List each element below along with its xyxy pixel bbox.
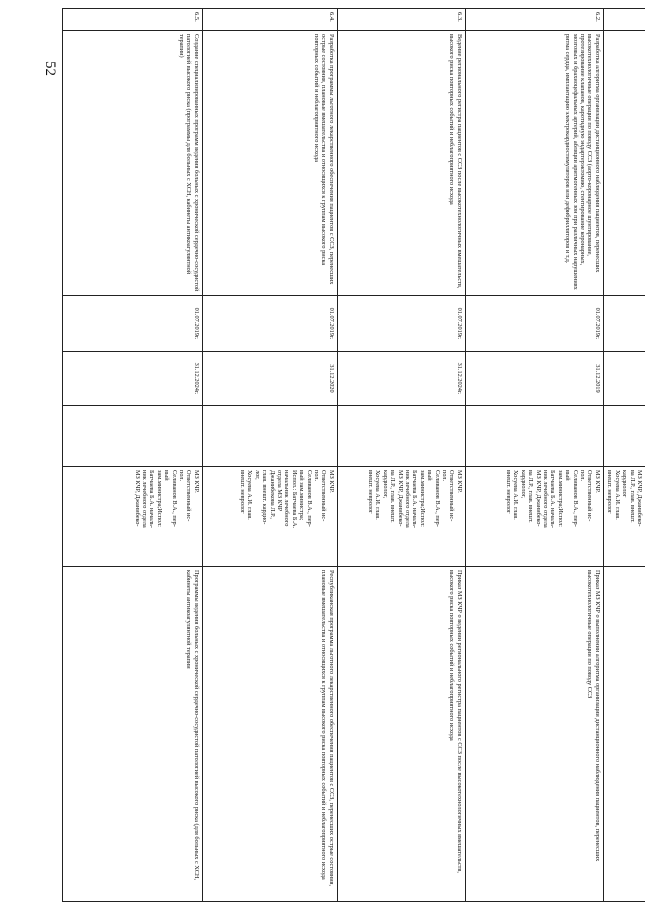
responsible-line: МЗ КЧР, Джанибеко- (396, 470, 404, 527)
responsible-line: вый (564, 470, 572, 481)
responsible-line: ник лечебного отдела (403, 470, 411, 528)
row-number: 6.4. (202, 9, 337, 31)
responsible-line: Ответственный ис- (320, 470, 328, 522)
end-date: 31.12.2020 (202, 352, 337, 406)
responsible-line: внешт. невролог (366, 470, 374, 514)
start-date: 01.07.2019г. (62, 296, 202, 352)
activity-text: Создание специализированных программ ведения больных с хронической сердечно-сосудистой патологией высокого риска (программы для больных с ХСН, кабинеты антикоагулянтной терапии) (62, 31, 202, 296)
responsible-line: Хосуева А.И. глав. (613, 470, 621, 520)
responsible-line: пол. (441, 470, 449, 482)
responsible-line: Джанибекова Л.Р., (268, 470, 276, 519)
table-row (202, 9, 337, 902)
responsible-line: Хосуева А.И. глав. (374, 470, 382, 520)
activity-text: Разработка алгоритма организации дистанционного наблюдения пациентов, перенесших высокотехнологичные операции по поводу ССЗ (аорто-коронарное шунтирование, протезирование клапанов, каротидную эндартерэктомию, стентирование коронарных, мозговых и брахиоцефальных артерий, абляции аритмогенных зон при различных нарушениях ритма сердца, имплантацию электрокардиостимуляторов или дефибрилляторов и т.д. (465, 31, 603, 296)
result-text: Программы ведения больных с хронической сердечно-сосудистой патологией высокого риска (для больных с ХСН, кабинеты антикоагулянтной терапии (62, 567, 202, 902)
responsible-cell (603, 467, 645, 567)
responsible-line: ва Л.Р., глав. внешт. (628, 470, 636, 523)
result-text: Республиканская программа льготного лекарственного обеспечения пациентов с ССЗ, перенесших острые состояния, плановые вмешательства и относящихся к группам высокого риска повторных событий и неблагоприятного исхода (202, 567, 337, 902)
responsible-line: ник лечебного отдела (140, 470, 148, 528)
responsible-line: Ответственный ис- (448, 470, 456, 522)
responsible-cell (62, 467, 202, 567)
responsible-line: ник лечебного отдела (541, 470, 549, 528)
row-number: 6.2. (465, 9, 603, 31)
responsible-line: МЗ КЧР, Джанибеко- (534, 470, 542, 527)
responsible-line: вый зам.министра; (298, 470, 306, 521)
responsible-line: Хосуева А.И. глав. (512, 470, 520, 520)
table-row (465, 9, 603, 902)
responsible-cell (465, 467, 603, 567)
blank-cell (202, 406, 337, 467)
blank-cell (337, 406, 465, 467)
row-number: 6.5. (62, 9, 202, 31)
responsible-line: кардиолог, (381, 470, 389, 499)
end-date: 31.12.2019 (465, 352, 603, 406)
responsible-line: лог, (253, 470, 261, 480)
responsible-line: отдела МЗ КЧР (275, 470, 283, 512)
result-text: Приказ МЗ КЧР о выполнении алгоритма организации дистанционного наблюдения пациентов, перенесших высокотехнологичные операции по поводу ССЗ (465, 567, 603, 902)
responsible-line: внешт. невролог (238, 470, 246, 514)
responsible-line: вый (426, 470, 434, 481)
responsible-line: Батчаева Б.А. началь- (411, 470, 419, 528)
responsible-line: начальник лечебного (283, 470, 291, 527)
page-number: 52 (42, 61, 58, 76)
responsible-line: зам.министра;Испол: (155, 470, 163, 527)
responsible-line: Батчаева Б.А. началь- (148, 470, 156, 528)
responsible-line: МЗ КЧР. (327, 470, 335, 493)
responsible-line: внешт. невролог (504, 470, 512, 514)
responsible-line: кардиолог, (519, 470, 527, 499)
start-date: 01.07.2019г. (202, 296, 337, 352)
responsible-line: Хосуева А.И. глав. (246, 470, 254, 520)
result-text: Приказ МЗ КЧР о ведении регионального регистра пациентов с ССЗ после высокотехнологичных вмешательств, высокого риска повторных событий и неблагоприятного исхода (337, 567, 465, 902)
responsible-line: МЗ КЧР. (455, 470, 463, 493)
responsible-line: МЗ КЧР, Джанибеко- (636, 470, 643, 527)
responsible-line: кардиолог (621, 470, 629, 498)
responsible-line: Селиванов В.А., пер- (305, 470, 313, 527)
responsible-line: вый (163, 470, 171, 481)
responsible-line: пол. (178, 470, 186, 482)
responsible-line: пол. (579, 470, 587, 482)
responsible-line: зам.министра;Испол: (556, 470, 564, 527)
end-date: 31.12.2024г. (337, 352, 465, 406)
blank-cell (465, 406, 603, 467)
responsible-line: пол. (313, 470, 321, 482)
responsible-line: глав. внешт. кардио- (261, 470, 269, 525)
responsible-line: зам.министра;Испол: (418, 470, 426, 527)
responsible-line: внешт. невролог (606, 470, 614, 514)
responsible-line: ва Л.Р., глав. внешт. (389, 470, 397, 523)
responsible-cell (202, 467, 337, 567)
responsible-line: Селиванов В.А., пер- (433, 470, 441, 527)
table-row (337, 9, 465, 902)
end-date: 31.12.2024г. (62, 352, 202, 406)
table-row-continued (603, 9, 645, 902)
responsible-line: Селиванов В.А., пер- (170, 470, 178, 527)
start-date: 01.07.2019г. (337, 296, 465, 352)
responsible-line: ва Л.Р., глав. внешт. (527, 470, 535, 523)
blank-cell (62, 406, 202, 467)
responsible-line: МЗ КЧР. (593, 470, 601, 493)
table-row (62, 9, 202, 902)
activity-text: Ведение регионального регистра пациентов с ССЗ после высокотехнологичных вмешательств, высокого риска повторных событий и неблагоприятного исхода (337, 31, 465, 296)
responsible-cell (337, 467, 465, 567)
responsible-line: МЗ КЧР, Джанибеко- (133, 470, 141, 527)
landscape-table-wrapper (70, 8, 645, 901)
responsible-line: Селиванов В.А., пер- (571, 470, 579, 527)
rotated-page-area (70, 8, 645, 901)
responsible-line: Ответственный ис- (586, 470, 594, 522)
start-date: 01.07.2019г. (465, 296, 603, 352)
action-plan-table (62, 8, 645, 902)
responsible-line: Батчаева Б.А. началь- (549, 470, 557, 528)
row-number: 6.3. (337, 9, 465, 31)
activity-text: Разработка программы льготного лекарственного обеспечения пациентов с ССЗ, перенесших острые состояния, плановые вмешательства и относящихся к группам высокого риска повторных событий и неблагоприятного исхода (202, 31, 337, 296)
responsible-line: Испол.: Батчаева Б.А. (290, 470, 298, 529)
responsible-line: Ответственный ис- (185, 470, 193, 522)
responsible-line: МЗ КЧР. (192, 470, 200, 493)
